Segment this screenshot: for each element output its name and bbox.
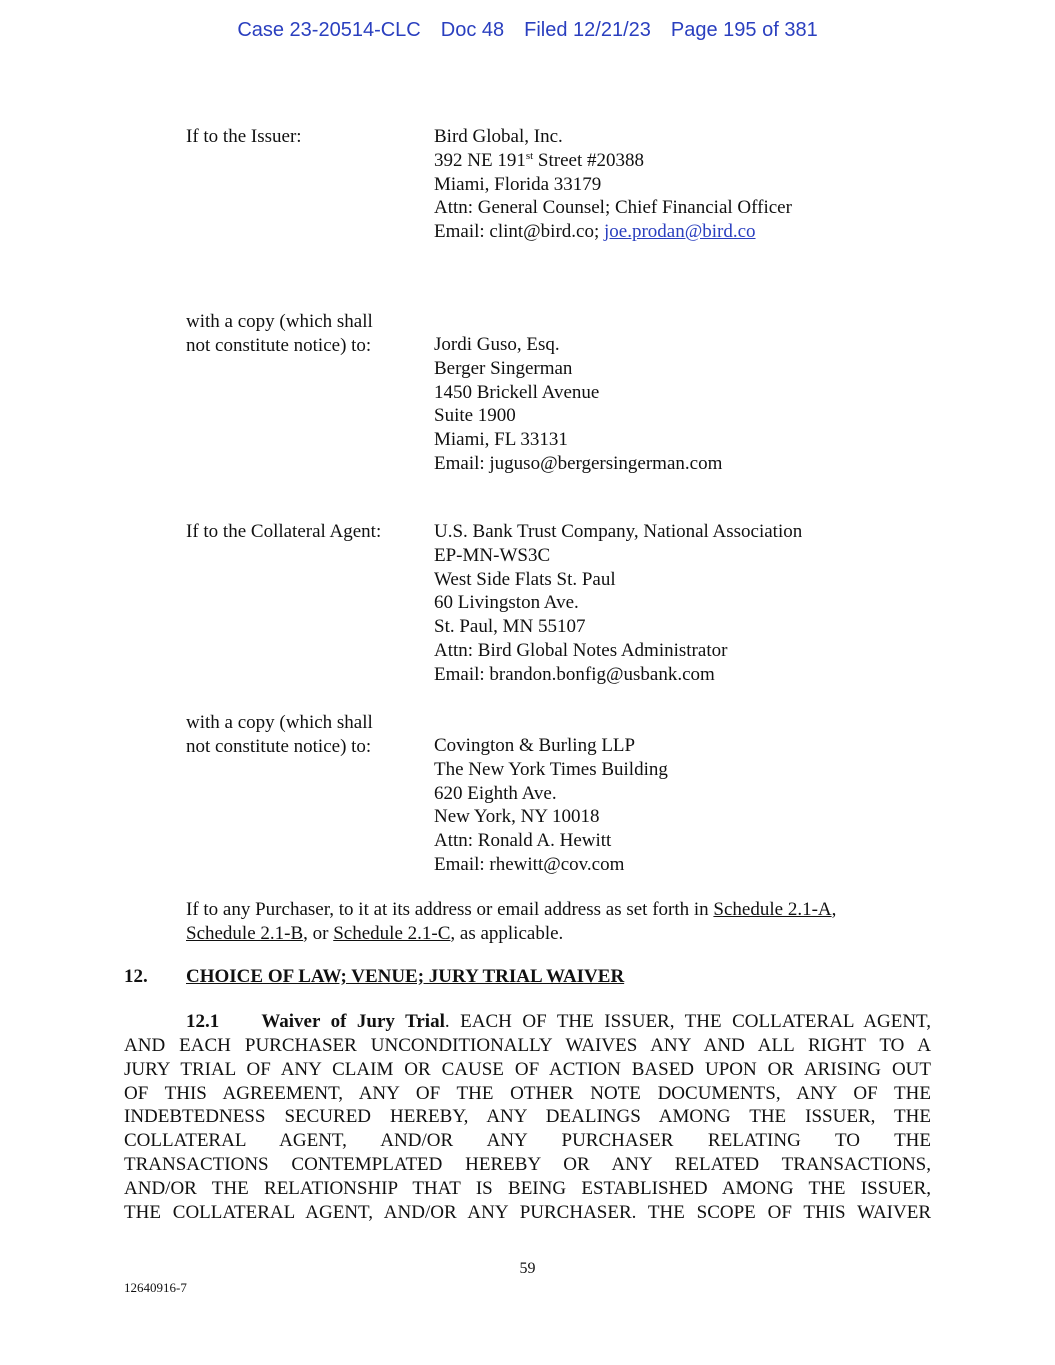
filed-date: Filed 12/21/23 (524, 19, 651, 41)
issuer-email-line: Email: clint@bird.co; joe.prodan@bird.co (434, 221, 756, 243)
paragraph-line: INDEBTEDNESS SECURED HEREBY, ANY DEALINGS AMONG THE ISSUER, THE (124, 1106, 931, 1128)
paragraph-line: AND EACH PURCHASER UNCONDITIONALLY WAIVES ANY AND ALL RIGHT TO A (124, 1034, 931, 1056)
address-line: Jordi Guso, Esq. (434, 334, 560, 355)
address-line: 392 NE 191st Street #20388 (434, 149, 644, 171)
address-line: 1450 Brickell Avenue (434, 381, 600, 403)
address-line: Covington & Burling LLP (434, 735, 636, 756)
address-line: Attn: Bird Global Notes Administrator (434, 639, 728, 661)
agent-copy-address (434, 734, 668, 877)
address-line: 60 Livingston Ave. (434, 592, 579, 614)
email-link[interactable]: joe.prodan@bird.co (604, 221, 756, 243)
address-line: Email: juguso@bergersingerman.com (434, 452, 723, 474)
address-line: Attn: General Counsel; Chief Financial Officer (434, 197, 792, 219)
purchaser-paragraph: If to any Purchaser, to it at its address or email address as set forth in Schedule 2.1-A, Schedule 2.1-B, or Schedule 2.1-C, as applicable. (186, 899, 837, 944)
copy-notice-label: with a copy (which shall not constitute notice) to: (186, 712, 373, 757)
address-line: Email: brandon.bonfig@usbank.com (434, 663, 715, 685)
document-id: 12640916-7 (124, 1280, 187, 1295)
paragraph-line: OF THIS AGREEMENT, ANY OF THE OTHER NOTE DOCUMENTS, ANY OF THE (124, 1082, 931, 1104)
address-line: EP-MN-WS3C (434, 544, 551, 566)
issuer-label: If to the Issuer: (186, 126, 302, 147)
section-number: 12. (124, 966, 148, 987)
schedule-reference: Schedule 2.1-A (713, 899, 832, 920)
collateral-agent-address (434, 520, 802, 687)
address-line: Berger Singerman (434, 357, 573, 379)
issuer-copy-address (434, 333, 722, 476)
court-filing-stamp (0, 19, 1055, 42)
paragraph-line: TRANSACTIONS CONTEMPLATED HEREBY OR ANY RELATED TRANSACTIONS, (124, 1154, 931, 1176)
address-line: St. Paul, MN 55107 (434, 616, 586, 638)
doc-number: Doc 48 (440, 19, 505, 41)
address-line: Email: rhewitt@cov.com (434, 853, 625, 875)
section-title: CHOICE OF LAW; VENUE; JURY TRIAL WAIVER (186, 966, 625, 987)
address-line: U.S. Bank Trust Company, National Association (434, 521, 803, 542)
paragraph-line: THE COLLATERAL AGENT, AND/OR ANY PURCHASER. THE SCOPE OF THIS WAIVER (124, 1201, 931, 1223)
schedule-reference: Schedule 2.1-B (186, 922, 304, 944)
address-line: Suite 1900 (434, 405, 516, 427)
address-line: Miami, Florida 33179 (434, 173, 602, 195)
address-line: West Side Flats St. Paul (434, 568, 616, 590)
collateral-agent-label: If to the Collateral Agent: (186, 521, 382, 542)
copy-notice-label: with a copy (which shall not constitute notice) to: (186, 311, 373, 356)
section-heading (124, 965, 624, 989)
address-line: Attn: Ronald A. Hewitt (434, 830, 612, 852)
jury-waiver-paragraph (124, 1010, 931, 1225)
case-number: Case 23-20514-CLC (237, 19, 421, 41)
address-line: Miami, FL 33131 (434, 429, 568, 451)
schedule-reference: Schedule 2.1-C (333, 922, 451, 944)
issuer-address (434, 125, 792, 244)
address-line: 620 Eighth Ave. (434, 782, 557, 804)
address-line: New York, NY 10018 (434, 806, 600, 828)
paragraph-line: JURY TRIAL OF ANY CLAIM OR CAUSE OF ACTION BASED UPON OR ARISING OUT (124, 1058, 931, 1080)
paragraph-line: COLLATERAL AGENT, AND/OR ANY PURCHASER RELATING TO THE (124, 1130, 931, 1152)
address-line: Bird Global, Inc. (434, 126, 563, 147)
page-number: 59 (519, 1260, 536, 1277)
address-line: The New York Times Building (434, 758, 668, 780)
paragraph-line: AND/OR THE RELATIONSHIP THAT IS BEING ESTABLISHED AMONG THE ISSUER, (124, 1177, 931, 1199)
page-count: Page 195 of 381 (670, 19, 818, 41)
paragraph-line: 12.1 Waiver of Jury Trial. EACH OF THE ISSUER, THE COLLATERAL AGENT, (186, 1011, 932, 1032)
